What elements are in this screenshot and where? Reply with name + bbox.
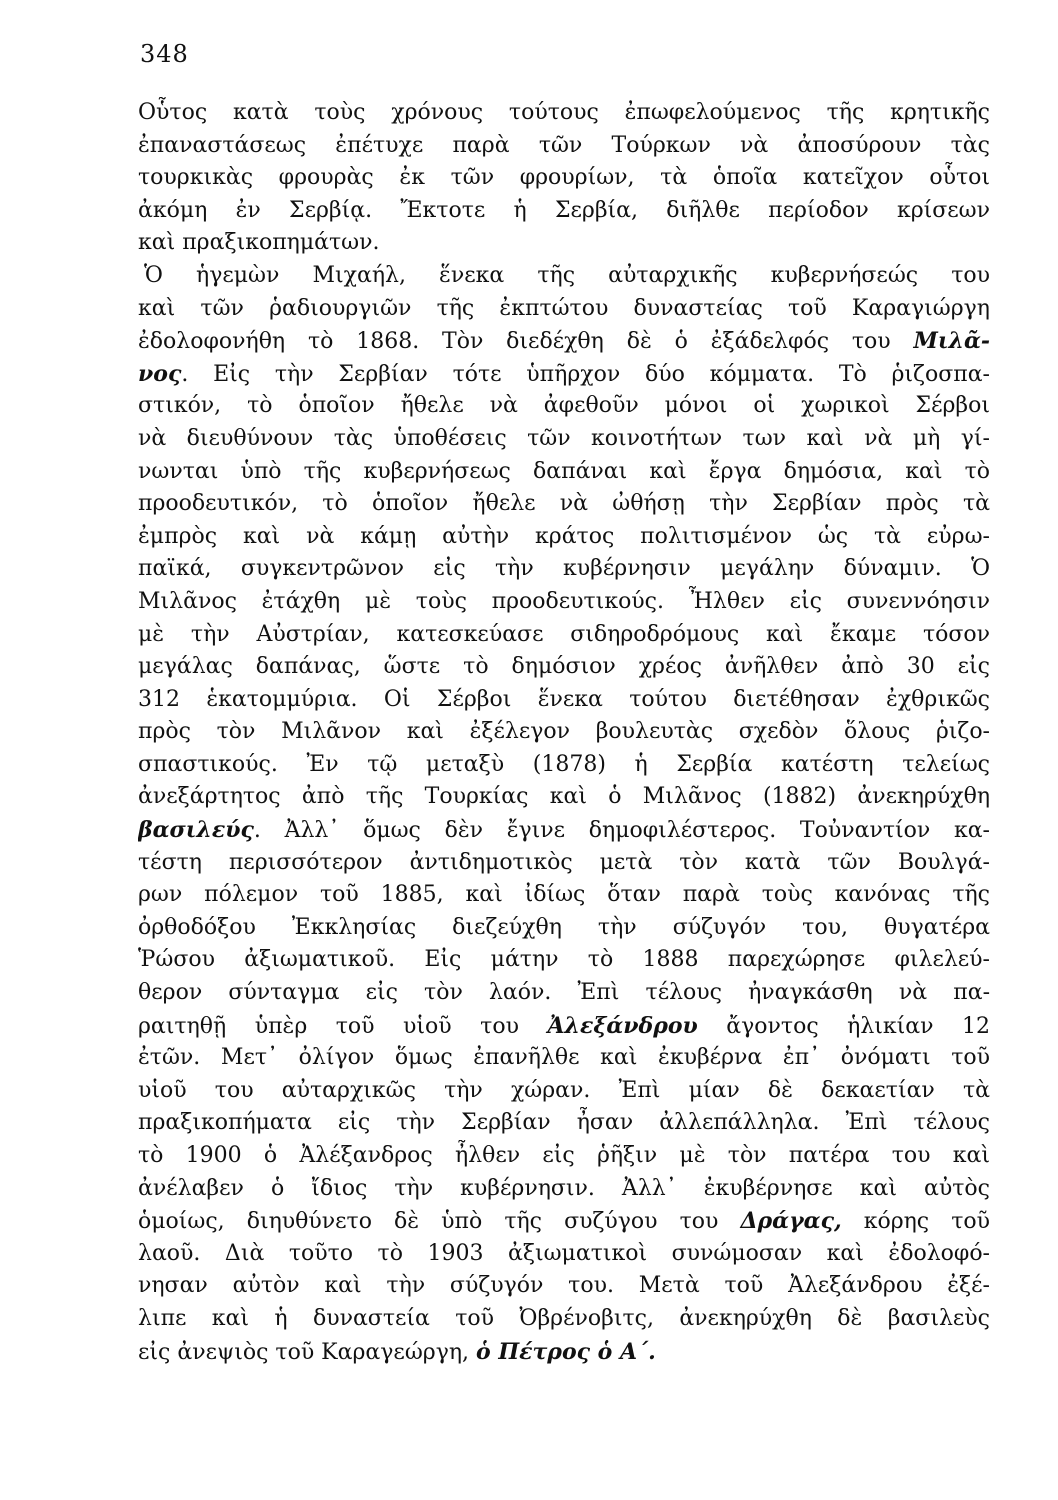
text-line: τουρκικὰς φρουρὰς ἐκ τῶν φρουρίων, τὰ ὁποῖα κατεῖχον οὗτοι: [138, 165, 990, 191]
text-span: . Ἀλλ᾽ ὅμως δὲν ἔγινε δημοφιλέστερος. Τοὐναντίον κα-: [253, 818, 990, 844]
text-span: εἰς ἀνεψιὸς τοῦ Καραγεώργη,: [138, 1339, 477, 1365]
text-line: [138, 325, 990, 358]
text-line: 312 ἑκατομμύρια. Οἱ Σέρβοι ἕνεκα τούτου διετέθησαν ἐχθρικῶς: [138, 686, 990, 712]
text-line: Ὁ ἡγεμὼν Μιχαήλ, ἕνεκα τῆς αὐταρχικῆς κυβερνήσεώς του: [144, 262, 990, 288]
text-line: σπαστικούς. Ἐν τῷ μεταξὺ (1878) ἡ Σερβία κατέστη τελείως: [138, 751, 990, 777]
body-text: [138, 97, 990, 1368]
text-span: . Εἰς τὴν Σερβίαν τότε ὑπῆρχον δύο κόμματα. Τὸ ῥιζοσπα-: [181, 361, 990, 387]
emphasized-name: Δράγας,: [740, 1208, 842, 1235]
text-span: ὁμοίως, διηυθύνετο δὲ ὑπὸ τῆς συζύγου του: [138, 1209, 741, 1235]
emphasized-name: ὁ Πέτρος ὁ Α΄.: [476, 1338, 656, 1365]
text-line: πρὸς τὸν Μιλᾶνον καὶ ἐξέλεγον βουλευτὰς σχεδὸν ὅλους ῥιζο-: [138, 719, 990, 745]
text-line: τὸ 1900 ὁ Ἀλέξανδρος ἦλθεν εἰς ῥῆξιν μὲ τὸν πατέρα του καὶ: [138, 1143, 990, 1168]
text-line: ἀκόμη ἐν Σερβίᾳ. Ἔκτοτε ἡ Σερβία, διῆλθε περίοδον κρίσεων: [138, 197, 990, 223]
text-line: ἐμπρὸς καὶ νὰ κάμῃ αὐτὴν κράτος πολιτισμένον ὡς τὰ εὐρω-: [138, 523, 990, 549]
paragraph-2: [138, 260, 990, 1368]
text-line: παϊκά, συγκεντρῶνον εἰς τὴν κυβέρνησιν μεγάλην δύναμιν. Ὁ: [138, 556, 990, 582]
text-line: [138, 1205, 990, 1238]
text-line: μὲ τὴν Αὐστρίαν, κατεσκεύασε σιδηροδρόμους καὶ ἔκαμε τόσον: [138, 621, 990, 647]
text-line: ἐπαναστάσεως ἐπέτυχε παρὰ τῶν Τούρκων νὰ ἀποσύρουν τὰς: [138, 132, 990, 158]
text-line: [138, 358, 990, 391]
text-line: ρων πόλεμον τοῦ 1885, καὶ ἰδίως ὅταν παρὰ τοὺς κανόνας τῆς: [138, 882, 990, 908]
text-line: μεγάλας δαπάνας, ὥστε τὸ δημόσιον χρέος ἀνῆλθεν ἀπὸ 30 εἰς: [138, 654, 990, 680]
text-line: νὰ διευθύνουν τὰς ὑποθέσεις τῶν κοινοτήτων των καὶ νὰ μὴ γί-: [138, 425, 990, 451]
emphasized-name: Μιλᾶ-: [913, 328, 990, 355]
text-line: νησαν αὐτὸν καὶ τὴν σύζυγόν του. Μετὰ τοῦ Ἀλεξάνδρου ἐξέ-: [138, 1273, 990, 1299]
text-line: [138, 814, 990, 847]
text-line: πραξικοπήματα εἰς τὴν Σερβίαν ἦσαν ἀλλεπάλληλα. Ἐπὶ τέλους: [138, 1110, 990, 1136]
text-span: ἐδολοφονήθη τὸ 1868. Τὸν διεδέχθη δὲ ὁ ἐξάδελφός του: [138, 329, 914, 355]
text-line: ἀνεξάρτητος ἀπὸ τῆς Τουρκίας καὶ ὁ Μιλᾶνος (1882) ἀνεκηρύχθη: [138, 784, 990, 810]
text-line: λαοῦ. Διὰ τοῦτο τὸ 1903 ἀξιωματικοὶ συνώμοσαν καὶ ἐδολοφό-: [138, 1240, 990, 1266]
text-span: κόρης τοῦ: [841, 1209, 990, 1235]
text-line: Μιλᾶνος ἐτάχθη μὲ τοὺς προοδευτικούς. Ἦλθεν εἰς συνεννόησιν: [138, 588, 990, 614]
text-line: καὶ πραξικοπημάτων.: [138, 230, 380, 256]
text-span: ραιτηθῇ ὑπὲρ τοῦ υἱοῦ του: [138, 1013, 548, 1039]
emphasized-name: βασιλεύς: [138, 817, 254, 844]
text-line: υἱοῦ του αὐταρχικῶς τὴν χώραν. Ἐπὶ μίαν δὲ δεκαετίαν τὰ: [138, 1077, 990, 1103]
text-line: θερον σύνταγμα εἰς τὸν λαόν. Ἐπὶ τέλους ἠναγκάσθη νὰ πα-: [138, 980, 990, 1006]
paragraph-1: [138, 97, 990, 260]
text-line: ἐτῶν. Μετ᾽ ὀλίγον ὅμως ἐπανῆλθε καὶ ἐκυβέρνα ἐπ᾽ ὀνόματι τοῦ: [138, 1045, 990, 1071]
text-span: ἄγοντος ἡλικίαν 12: [697, 1013, 990, 1039]
text-line: τέστη περισσότερον ἀντιδημοτικὸς μετὰ τὸν κατὰ τῶν Βουλγά-: [138, 849, 990, 875]
emphasized-name: Ἀλεξάνδρου: [547, 1012, 698, 1039]
text-line: λιπε καὶ ἡ δυναστεία τοῦ Ὀβρένοβιτς, ἀνεκηρύχθη δὲ βασιλεὺς: [138, 1305, 990, 1331]
text-line: [138, 1336, 990, 1369]
text-line: νωνται ὑπὸ τῆς κυβερνήσεως δαπάναι καὶ ἔργα δημόσια, καὶ τὸ: [138, 458, 990, 484]
text-line: Οὗτος κατὰ τοὺς χρόνους τούτους ἐπωφελούμενος τῆς κρητικῆς: [138, 100, 990, 125]
text-line: ὀρθοδόξου Ἐκκλησίας διεζεύχθη τὴν σύζυγόν του, θυγατέρα: [138, 914, 990, 940]
text-line: ἀνέλαβεν ὁ ἴδιος τὴν κυβέρνησιν. Ἀλλ᾽ ἐκυβέρνησε καὶ αὐτὸς: [138, 1175, 990, 1201]
text-line: [138, 1010, 990, 1043]
page-number: 348: [140, 40, 189, 68]
text-line: προοδευτικόν, τὸ ὁποῖον ἤθελε νὰ ὠθήσῃ τὴν Σερβίαν πρὸς τὰ: [138, 491, 990, 517]
text-line: στικόν, τὸ ὁποῖον ἤθελε νὰ ἀφεθοῦν μόνοι οἱ χωρικοὶ Σέρβοι: [138, 393, 990, 419]
text-line: Ῥώσου ἀξιωματικοῦ. Εἰς μάτην τὸ 1888 παρεχώρησε φιλελεύ-: [138, 947, 990, 973]
text-line: καὶ τῶν ῥαδιουργιῶν τῆς ἐκπτώτου δυναστείας τοῦ Καραγιώργη: [138, 295, 990, 321]
emphasized-name: νος: [138, 360, 182, 387]
